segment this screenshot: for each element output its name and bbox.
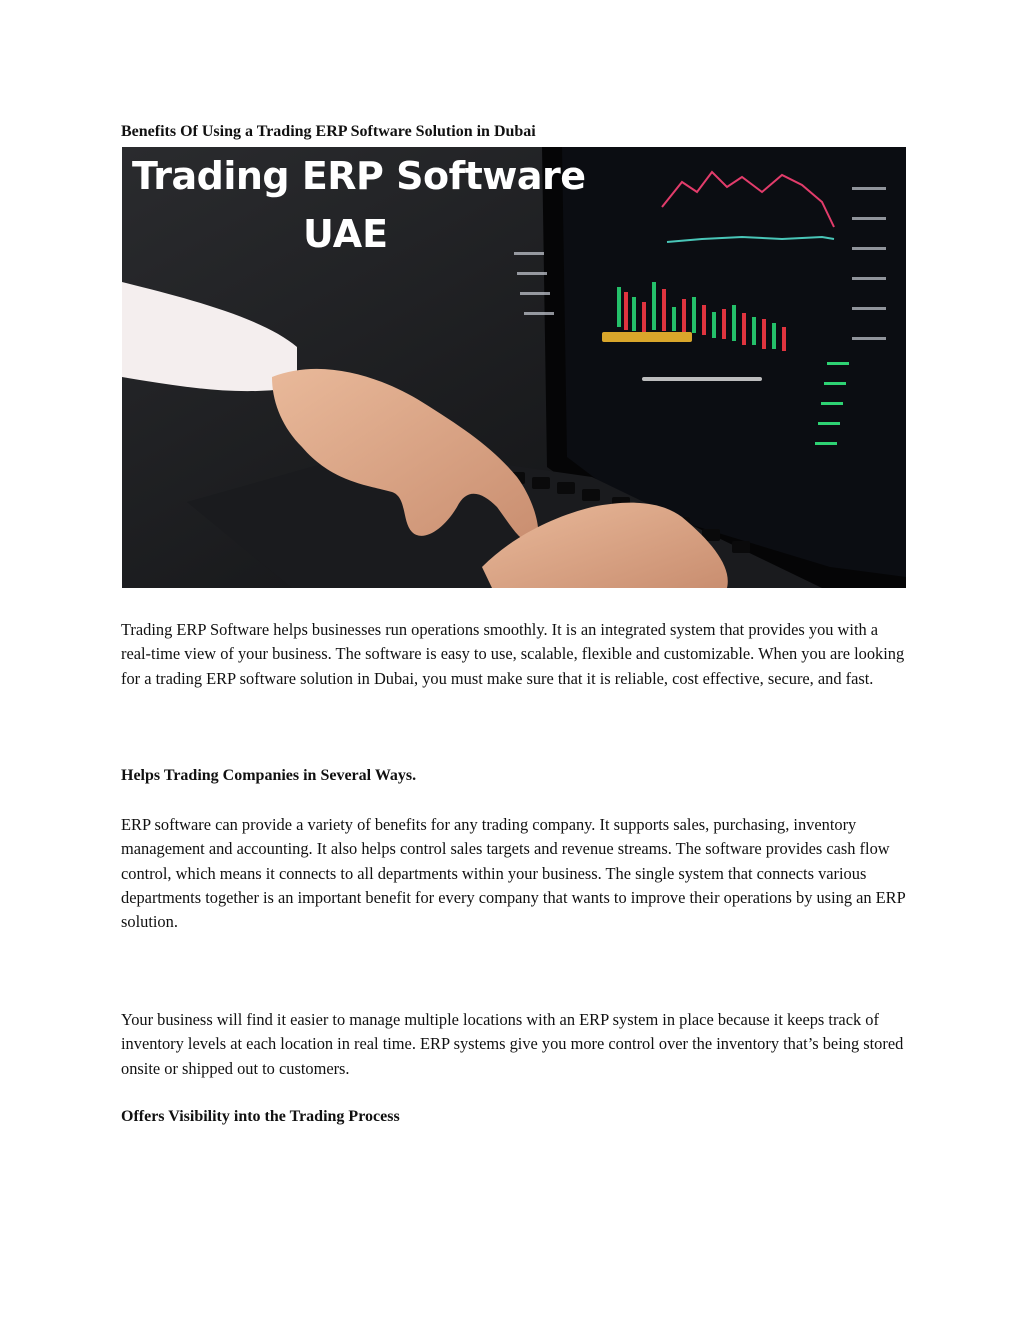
section-paragraph-benefits: ERP software can provide a variety of benefits for any trading company. It supports sales, purchasing, inventory management and accounting. It also helps control sales targets and revenue streams. The software provides cash flow control, which means it connects to all departments within your business. The single system that connects various departments together is an important benefit for every company that wants to improve their operations by using an ERP solution. bbox=[121, 815, 906, 932]
section-paragraph-locations: Your business will find it easier to manage multiple locations with an ERP system in place because it keeps track of inventory levels at each location in real time. ERP systems give you more control over the inventory that’s being stored onsite or shipped out to customers. bbox=[121, 1010, 904, 1078]
hero-image bbox=[122, 147, 906, 588]
intro-paragraph: Trading ERP Software helps businesses run operations smoothly. It is an integrated system that provides you with a real-time view of your business. The software is easy to use, scalable, flexible and customizable. When you are looking for a trading ERP software solution in Dubai, you must make sure that it is reliable, cost effective, secure, and fast. bbox=[121, 620, 905, 688]
section-heading-helps: Helps Trading Companies in Several Ways. bbox=[121, 767, 417, 784]
trading-laptop-photo-icon bbox=[122, 147, 906, 588]
section-heading-visibility: Offers Visibility into the Trading Process bbox=[121, 1108, 400, 1125]
hero-subtitle: UAE bbox=[303, 212, 389, 256]
document-title: Benefits Of Using a Trading ERP Software Solution in Dubai bbox=[121, 123, 536, 140]
hero-title: Trading ERP Software bbox=[132, 154, 586, 198]
